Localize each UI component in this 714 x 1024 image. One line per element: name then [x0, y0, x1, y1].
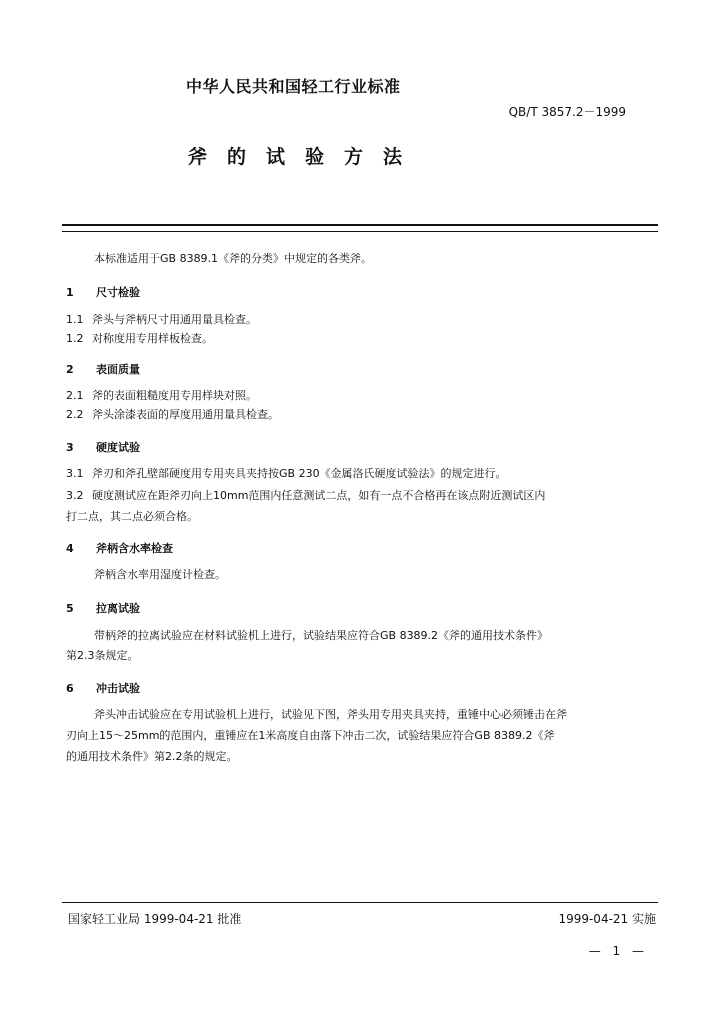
- clause-text: 对称度用专用样板检查。: [92, 332, 213, 345]
- title-rule-thick: [62, 224, 658, 226]
- section-heading: [66, 284, 140, 300]
- org-title: 中华人民共和国轻工行业标准: [186, 77, 401, 96]
- section-text: 斧头冲击试验应在专用试验机上进行，试验见下图，斧头用专用夹具夹持，重锤中心必须锤击在斧: [94, 708, 567, 721]
- approval-text: 国家轻工业局 1999-04-21 批准: [68, 912, 242, 926]
- clause-continuation: 打二点，其二点必须合格。: [66, 510, 198, 523]
- footer-rule: [62, 902, 658, 903]
- clause-text: 斧刃和斧孔壁部硬度用专用夹具夹持按GB 230《金属洛氏硬度试验法》的规定进行。: [92, 467, 507, 480]
- section-heading: [66, 680, 140, 696]
- section-number: 5: [66, 602, 74, 615]
- section-heading: [66, 361, 140, 377]
- standard-number: QB/T 3857.2－1999: [508, 105, 626, 119]
- section-title: 尺寸检验: [96, 286, 140, 299]
- clause: [66, 330, 213, 346]
- section-number: 2: [66, 363, 74, 376]
- clause-number: 2.1: [66, 389, 84, 402]
- page-number: — 1 —: [588, 944, 648, 958]
- section-text: 带柄斧的拉离试验应在材料试验机上进行，试验结果应符合GB 8389.2《斧的通用技术条件》: [94, 629, 549, 642]
- section-number: 6: [66, 682, 74, 695]
- document-title: 斧的试验方法: [188, 146, 423, 168]
- clause: [66, 311, 257, 327]
- clause-text: 斧的表面粗糙度用专用样块对照。: [92, 389, 257, 402]
- implementation-text: 1999-04-21 实施: [558, 912, 656, 926]
- section-text-continuation: 的通用技术条件》第2.2条的规定。: [66, 750, 238, 763]
- clause: [66, 487, 545, 503]
- clause: [66, 387, 257, 403]
- section-text-continuation: 第2.3条规定。: [66, 649, 139, 662]
- section-number: 4: [66, 542, 74, 555]
- clause-number: 1.1: [66, 313, 84, 326]
- section-title: 斧柄含水率检查: [96, 542, 173, 555]
- section-number: 3: [66, 441, 74, 454]
- section-heading: [66, 439, 140, 455]
- section-heading: [66, 540, 173, 556]
- title-rule-thin: [62, 231, 658, 232]
- clause-text: 斧头涂漆表面的厚度用通用量具检查。: [92, 408, 279, 421]
- clause-number: 2.2: [66, 408, 84, 421]
- clause-text: 硬度测试应在距斧刃向上10mm范围内任意测试二点，如有一点不合格再在该点附近测试区内: [92, 489, 546, 502]
- section-text: 斧柄含水率用湿度计检查。: [94, 568, 226, 581]
- clause-number: 3.2: [66, 489, 84, 502]
- intro-paragraph: 本标准适用于GB 8389.1《斧的分类》中规定的各类斧。: [94, 252, 373, 265]
- clause-text: 斧头与斧柄尺寸用通用量具检查。: [92, 313, 257, 326]
- clause: [66, 406, 279, 422]
- section-title: 表面质量: [96, 363, 140, 376]
- section-title: 冲击试验: [96, 682, 140, 695]
- clause-number: 1.2: [66, 332, 84, 345]
- section-heading: [66, 600, 140, 616]
- section-title: 硬度试验: [96, 441, 140, 454]
- section-title: 拉离试验: [96, 602, 140, 615]
- section-text-continuation: 刃向上15～25mm的范围内，重锤应在1米高度自由落下冲击二次，试验结果应符合GB 8389.2《斧: [66, 729, 555, 742]
- clause-number: 3.1: [66, 467, 84, 480]
- clause: [66, 465, 507, 481]
- section-number: 1: [66, 286, 74, 299]
